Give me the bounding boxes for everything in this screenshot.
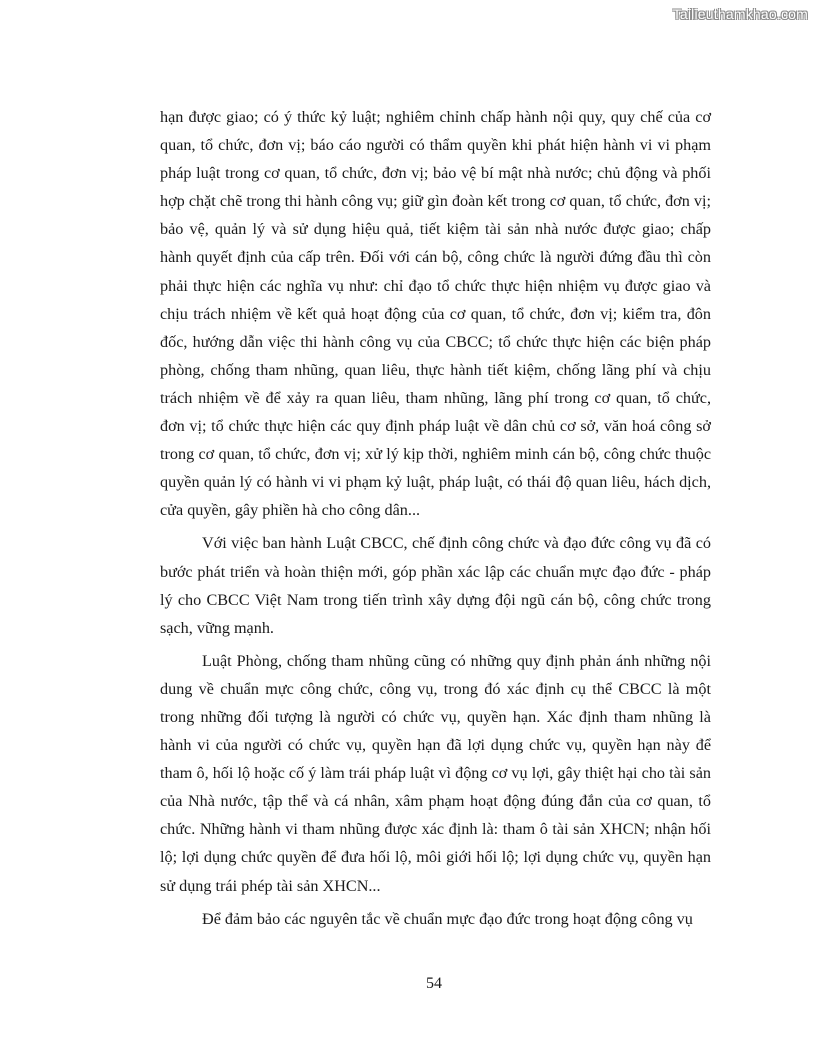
paragraph-luat-cbcc: Với việc ban hành Luật CBCC, chế định công chức và đạo đức công vụ đã có bước phát triển và hoàn thiện mới, góp phần xác lập các chuẩn mực đạo đức - pháp lý cho CBCC Việt Nam trong tiến trình xây dựng đội ngũ cán bộ, công chức trong sạch, vững mạnh.: [160, 534, 711, 637]
paragraph-phong-chong-tham-nhung: Luật Phòng, chống tham nhũng cũng có những quy định phản ánh những nội dung về chuẩn mực công chức, công vụ, trong đó xác định cụ thể CBCC là một trong những đối tượng là người có chức vụ, quyền hạn. Xác định tham nhũng là hành vi của người có chức vụ, quyền hạn đã lợi dụng chức vụ, quyền hạn này để tham ô, hối lộ hoặc cố ý làm trái pháp luật vì động cơ vụ lợi, gây thiệt hại cho tài sản của Nhà nước, tập thể và cá nhân, xâm phạm hoạt động đúng đắn của cơ quan, tổ chức. Những hành vi tham nhũng được xác định là: tham ô tài sản XHCN; nhận hối lộ; lợi dụng chức quyền để đưa hối lộ, môi giới hối lộ; lợi dụng chức vụ, quyền hạn sử dụng trái phép tài sản XHCN...: [160, 651, 711, 895]
paragraph-continuation: hạn được giao; có ý thức kỷ luật; nghiêm chỉnh chấp hành nội quy, quy chế của cơ quan, tổ chức, đơn vị; báo cáo người có thẩm quyền khi phát hiện hành vi vi phạm pháp luật trong cơ quan, tổ chức, đơn vị; bảo vệ bí mật nhà nước; chủ động và phối hợp chặt chẽ trong thi hành công vụ; giữ gìn đoàn kết trong cơ quan, tổ chức, đơn vị; bảo vệ, quản lý và sử dụng hiệu quả, tiết kiệm tài sản nhà nước được giao; chấp hành quyết định của cấp trên. Đối với cán bộ, công chức là người đứng đầu thì còn phải thực hiện các nghĩa vụ như: chỉ đạo tổ chức thực hiện nhiệm vụ được giao và chịu trách nhiệm về kết quả hoạt động của cơ quan, tổ chức, đơn vị; kiểm tra, đôn đốc, hướng dẫn việc thi hành công vụ của CBCC; tổ chức thực hiện các biện pháp phòng, chống tham nhũng, quan liêu, thực hành tiết kiệm, chống lãng phí và chịu trách nhiệm về để xảy ra quan liêu, tham nhũng, lãng phí trong cơ quan, tổ chức, đơn vị; tổ chức thực hiện các quy định pháp luật về dân chủ cơ sở, văn hoá công sở trong cơ quan, tổ chức, đơn vị; xử lý kịp thời, nghiêm minh cán bộ, công chức thuộc quyền quản lý có hành vi vi phạm kỷ luật, pháp luật, có thái độ quan liêu, hách dịch, cửa quyền, gây phiền hà cho công dân...: [160, 108, 711, 520]
paragraph-nguyen-tac: Để đảm bảo các nguyên tắc về chuẩn mực đạo đức trong hoạt động công vụ: [202, 909, 693, 928]
document-body: [160, 103, 711, 933]
watermark-text: Tailieuthamkhao.com: [672, 6, 808, 22]
page-number: 54: [426, 975, 442, 992]
